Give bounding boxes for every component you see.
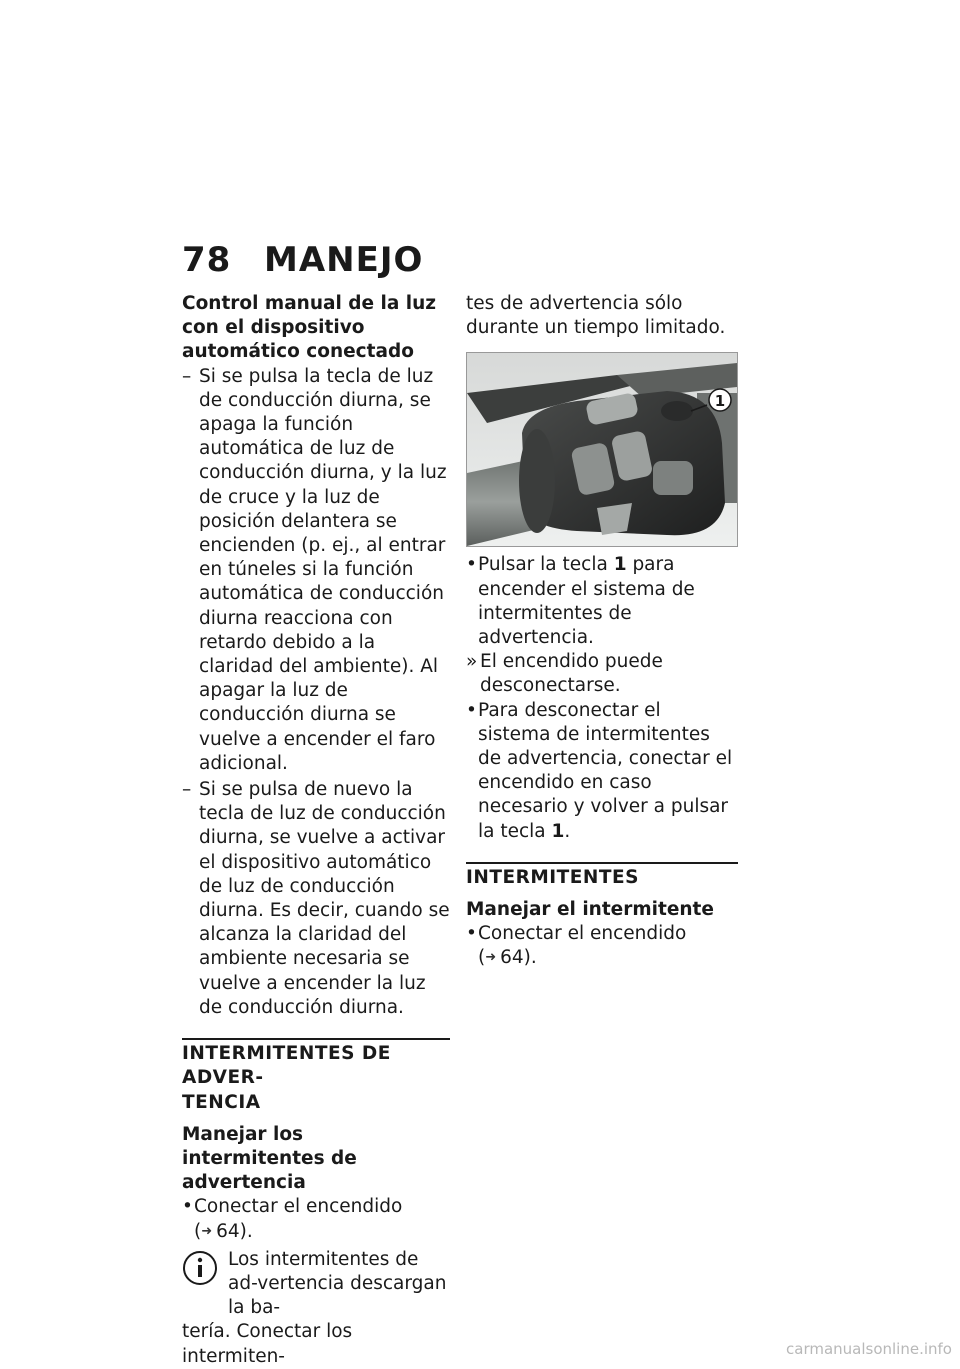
left-column <box>182 292 450 1369</box>
callout-label: 1 <box>714 392 726 411</box>
arrow-right-icon: ➜ <box>201 1223 213 1239</box>
info-icon <box>182 1250 218 1286</box>
section-heading-hazard: INTERMITENTES DE ADVER- TENCIA <box>182 1043 391 1113</box>
arrow-right-icon: ➜ <box>485 950 497 966</box>
dash-item-1: – Si se pulsa la tecla de luz de conducción diurna, se apaga la función automática de luz de conducción diurna, y la luz de cruce y la luz de posición delantera se encienden (p. ej., al entrar en túneles si la función automática de conducción diurna reacciona con retardo debido a la claridad del ambiente). Al apagar la luz de conducción diurna se vuelve a encender el faro adicional. <box>182 365 450 776</box>
watermark-site: carmanualsonline.info <box>786 1340 952 1358</box>
note-text-part1: Los intermitentes de ad-vertencia descargan la ba- <box>228 1248 447 1319</box>
page-number: 78 <box>182 240 232 280</box>
section-divider <box>182 1038 450 1040</box>
note-text-part2: tería. Conectar los intermiten- <box>182 1321 353 1367</box>
result-item: » El encendido puede desconectarse. <box>466 650 738 698</box>
info-note <box>182 1248 450 1369</box>
handlebar-switch-photo <box>466 352 738 547</box>
section-divider <box>466 862 738 864</box>
bullet-item-disconnect: • Para desconectar el sistema de intermitentes de advertencia, conectar el encendido en caso necesario y volver a pulsar la tecla 1. <box>466 699 738 844</box>
page-reference[interactable]: 64). <box>216 1220 253 1242</box>
right-column <box>466 292 738 971</box>
subheading-operate-turn-signal: Manejar el intermitente <box>466 899 714 921</box>
chapter-title: MANEJO <box>264 240 424 280</box>
page-reference[interactable]: 64). <box>500 947 537 969</box>
bullet-item-ignition: • Conectar el encendido (➜ 64). <box>182 1195 450 1243</box>
note-text-continued: tes de advertencia sólo durante un tiempo limitado. <box>466 293 726 339</box>
subheading-operate-hazard: Manejar los intermitentes de advertencia <box>182 1123 357 1194</box>
bullet-item-ignition-2: • Conectar el encendido (➜ 64). <box>466 922 738 970</box>
section-heading-turn-signals: INTERMITENTES <box>466 866 639 888</box>
bullet-item-press-key: • Pulsar la tecla 1 para encender el sistema de intermitentes de advertencia. <box>466 553 738 650</box>
dash-item-2: – Si se pulsa de nuevo la tecla de luz de conducción diurna, se vuelve a activar el dispositivo automático de luz de conducción diurna. Es decir, cuando se alcanza la claridad del ambiente necesaria se vuelve a encender la luz de conducción diurna. <box>182 778 450 1020</box>
subheading-manual-light-control: Control manual de la luz con el dispositivo automático conectado <box>182 293 437 363</box>
